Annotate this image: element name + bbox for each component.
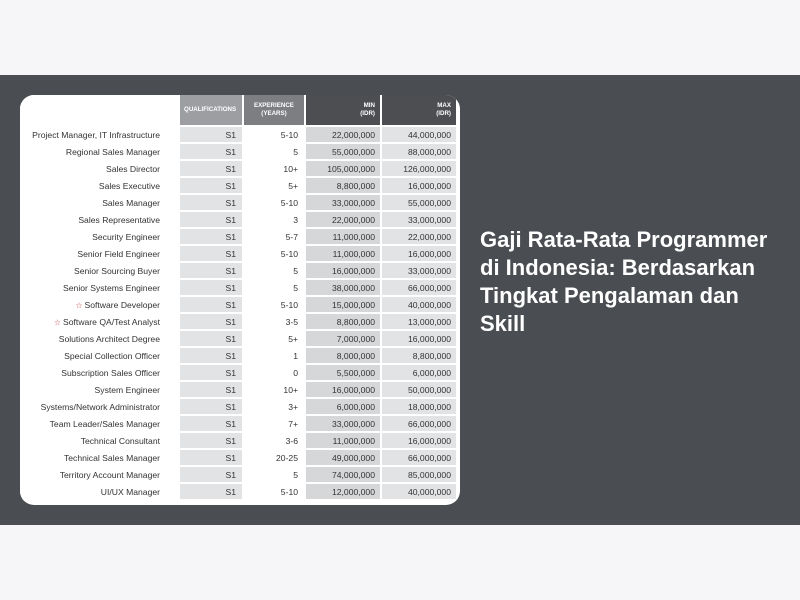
cell-qualification — [180, 229, 242, 246]
cell-experience-text: 5-7 — [285, 231, 298, 242]
cell-qualification-text: S1 — [225, 146, 236, 157]
cell-min-salary — [304, 399, 380, 416]
header-qualifications: QUALIFICATIONS — [180, 95, 242, 127]
cell-qualification-text: S1 — [225, 316, 236, 327]
cell-job-title-text: Solutions Architect Degree — [58, 333, 160, 344]
cell-experience-text: 3+ — [288, 401, 298, 412]
cell-experience-text: 5 — [293, 265, 298, 276]
cell-max-salary — [380, 467, 456, 484]
cell-qualification-text: S1 — [225, 248, 236, 259]
cell-qualification-text: S1 — [225, 231, 236, 242]
cell-experience — [242, 246, 304, 263]
table-row — [20, 178, 456, 195]
table-row — [20, 161, 456, 178]
cell-job-title — [20, 195, 180, 212]
cell-qualification-text: S1 — [225, 401, 236, 412]
cell-job-title — [20, 433, 180, 450]
table-row — [20, 416, 456, 433]
cell-min-salary-text: 11,000,000 — [332, 231, 375, 242]
cell-qualification — [180, 212, 242, 229]
table-row — [20, 280, 456, 297]
cell-experience — [242, 263, 304, 280]
cell-min-salary-text: 33,000,000 — [331, 197, 375, 208]
cell-min-salary — [304, 365, 380, 382]
cell-job-title-text: Sales Representative — [78, 214, 160, 225]
cell-min-salary-text: 16,000,000 — [331, 384, 375, 395]
cell-qualification-text: S1 — [225, 486, 236, 497]
cell-experience — [242, 467, 304, 484]
cell-qualification-text: S1 — [225, 282, 236, 293]
cell-max-salary — [380, 229, 456, 246]
cell-min-salary-text: 74,000,000 — [331, 469, 375, 480]
cell-experience — [242, 484, 304, 501]
cell-job-title-text: Senior Field Engineer — [77, 248, 160, 259]
cell-job-title — [20, 484, 180, 501]
cell-experience-text: 5-10 — [280, 486, 298, 497]
cell-experience-text: 5+ — [288, 333, 298, 344]
cell-min-salary — [304, 229, 380, 246]
cell-qualification — [180, 348, 242, 365]
cell-job-title — [20, 416, 180, 433]
cell-experience-text: 5 — [293, 146, 298, 157]
cell-max-salary-text: 22,000,000 — [407, 231, 451, 242]
cell-min-salary — [304, 484, 380, 501]
cell-max-salary — [380, 212, 456, 229]
cell-max-salary-text: 126,000,000 — [403, 163, 451, 174]
cell-experience — [242, 331, 304, 348]
cell-job-title-text: Special Collection Officer — [64, 350, 160, 361]
cell-max-salary-text: 66,000,000 — [407, 452, 451, 463]
cell-max-salary — [380, 399, 456, 416]
cell-min-salary-text: 49,000,000 — [331, 452, 375, 463]
cell-min-salary-text: 38,000,000 — [331, 282, 375, 293]
cell-max-salary-text: 40,000,000 — [407, 299, 451, 310]
cell-qualification-text: S1 — [225, 197, 236, 208]
cell-experience — [242, 144, 304, 161]
header-max: MAX (IDR) — [380, 95, 456, 127]
cell-experience — [242, 229, 304, 246]
cell-qualification — [180, 127, 242, 144]
cell-qualification-text: S1 — [225, 299, 236, 310]
cell-max-salary-text: 85,000,000 — [407, 469, 451, 480]
cell-min-salary-text: 33,000,000 — [331, 418, 375, 429]
cell-min-salary-text: 15,000,000 — [331, 299, 375, 310]
cell-qualification-text: S1 — [225, 367, 236, 378]
cell-min-salary — [304, 178, 380, 195]
table-row — [20, 212, 456, 229]
cell-max-salary — [380, 314, 456, 331]
cell-qualification-text: S1 — [225, 265, 236, 276]
header-min: MIN (IDR) — [304, 95, 380, 127]
cell-qualification — [180, 416, 242, 433]
cell-experience-text: 5 — [293, 469, 298, 480]
cell-job-title-text: Technical Sales Manager — [63, 452, 160, 463]
cell-min-salary — [304, 246, 380, 263]
cell-experience — [242, 348, 304, 365]
cell-max-salary-text: 33,000,000 — [407, 214, 451, 225]
cell-qualification-text: S1 — [225, 180, 236, 191]
star-icon: ☆ — [53, 317, 62, 327]
cell-max-salary — [380, 246, 456, 263]
table-row — [20, 365, 456, 382]
cell-job-title — [20, 331, 180, 348]
cell-min-salary — [304, 467, 380, 484]
cell-max-salary — [380, 382, 456, 399]
cell-job-title — [20, 450, 180, 467]
cell-min-salary-text: 8,000,000 — [336, 350, 375, 361]
table-row — [20, 246, 456, 263]
cell-min-salary-text: 11,000,000 — [332, 435, 375, 446]
cell-job-title-text: Technical Consultant — [80, 435, 160, 446]
cell-job-title — [20, 280, 180, 297]
cell-min-salary — [304, 450, 380, 467]
cell-job-title-text: Project Manager, IT Infrastructure — [32, 129, 160, 140]
cell-min-salary-text: 55,000,000 — [331, 146, 375, 157]
cell-experience-text: 5-10 — [280, 129, 298, 140]
cell-experience-text: 1 — [293, 350, 298, 361]
cell-experience-text: 0 — [293, 367, 298, 378]
cell-qualification-text: S1 — [225, 418, 236, 429]
cell-max-salary-text: 16,000,000 — [407, 435, 451, 446]
cell-min-salary-text: 105,000,000 — [327, 163, 375, 174]
cell-min-salary — [304, 331, 380, 348]
cell-experience — [242, 416, 304, 433]
cell-min-salary — [304, 433, 380, 450]
cell-qualification-text: S1 — [225, 214, 236, 225]
cell-qualification — [180, 263, 242, 280]
cell-max-salary — [380, 178, 456, 195]
cell-experience — [242, 314, 304, 331]
cell-qualification — [180, 467, 242, 484]
cell-experience — [242, 161, 304, 178]
cell-job-title — [20, 467, 180, 484]
cell-qualification-text: S1 — [225, 435, 236, 446]
cell-experience-text: 5+ — [288, 180, 298, 191]
cell-max-salary-text: 55,000,000 — [407, 197, 451, 208]
cell-experience — [242, 433, 304, 450]
cell-job-title — [20, 348, 180, 365]
cell-qualification-text: S1 — [225, 163, 236, 174]
cell-qualification — [180, 161, 242, 178]
cell-job-title — [20, 178, 180, 195]
cell-experience-text: 3-6 — [285, 435, 298, 446]
table-row — [20, 450, 456, 467]
cell-max-salary — [380, 433, 456, 450]
table-row — [20, 229, 456, 246]
cell-job-title-text: Team Leader/Sales Manager — [49, 418, 160, 429]
cell-experience-text: 7+ — [288, 418, 298, 429]
cell-job-title — [20, 144, 180, 161]
cell-job-title-text: Territory Account Manager — [59, 469, 160, 480]
cell-qualification — [180, 144, 242, 161]
cell-qualification — [180, 178, 242, 195]
cell-min-salary-text: 8,800,000 — [336, 316, 375, 327]
cell-min-salary-text: 8,800,000 — [336, 180, 375, 191]
cell-max-salary-text: 13,000,000 — [407, 316, 451, 327]
cell-min-salary — [304, 416, 380, 433]
cell-max-salary-text: 8,800,000 — [412, 350, 451, 361]
table-row — [20, 297, 456, 314]
cell-job-title-text: Regional Sales Manager — [65, 146, 160, 157]
cell-experience-text: 20-25 — [276, 452, 298, 463]
cell-max-salary-text: 66,000,000 — [407, 418, 451, 429]
cell-max-salary — [380, 144, 456, 161]
cell-max-salary-text: 18,000,000 — [407, 401, 451, 412]
cell-qualification — [180, 484, 242, 501]
cell-qualification-text: S1 — [225, 350, 236, 361]
table-header-row — [20, 95, 456, 127]
cell-job-title-text: Senior Systems Engineer — [63, 282, 160, 293]
cell-job-title — [20, 365, 180, 382]
cell-experience — [242, 127, 304, 144]
cell-experience-text: 5-10 — [280, 299, 298, 310]
cell-experience — [242, 450, 304, 467]
cell-max-salary-text: 16,000,000 — [407, 180, 451, 191]
cell-job-title-text: Sales Director — [106, 163, 160, 174]
cell-experience-text: 5 — [293, 282, 298, 293]
cell-min-salary-text: 16,000,000 — [331, 265, 375, 276]
cell-job-title — [20, 127, 180, 144]
cell-max-salary — [380, 161, 456, 178]
table-row — [20, 382, 456, 399]
cell-experience-text: 5-10 — [280, 197, 298, 208]
cell-min-salary-text: 11,000,000 — [332, 248, 375, 259]
cell-qualification-text: S1 — [225, 129, 236, 140]
cell-max-salary — [380, 280, 456, 297]
cell-experience — [242, 195, 304, 212]
cell-qualification — [180, 331, 242, 348]
cell-max-salary-text: 40,000,000 — [407, 486, 451, 497]
cell-max-salary-text: 16,000,000 — [407, 248, 451, 259]
cell-min-salary — [304, 314, 380, 331]
cell-max-salary-text: 66,000,000 — [407, 282, 451, 293]
cell-job-title-text: Sales Executive — [98, 180, 160, 191]
cell-qualification — [180, 246, 242, 263]
cell-min-salary-text: 22,000,000 — [331, 214, 375, 225]
cell-max-salary — [380, 195, 456, 212]
table-row — [20, 348, 456, 365]
cell-qualification — [180, 314, 242, 331]
cell-job-title — [20, 263, 180, 280]
cell-min-salary-text: 5,500,000 — [336, 367, 375, 378]
cell-job-title — [20, 161, 180, 178]
cell-min-salary — [304, 297, 380, 314]
cell-min-salary-text: 22,000,000 — [331, 129, 375, 140]
cell-max-salary — [380, 450, 456, 467]
cell-job-title — [20, 229, 180, 246]
cell-max-salary-text: 50,000,000 — [407, 384, 451, 395]
table-row — [20, 314, 456, 331]
cell-min-salary — [304, 212, 380, 229]
header-experience: EXPERIENCE (YEARS) — [242, 95, 304, 127]
cell-experience — [242, 178, 304, 195]
cell-max-salary — [380, 297, 456, 314]
cell-experience — [242, 365, 304, 382]
salary-table — [20, 95, 456, 501]
cell-max-salary — [380, 127, 456, 144]
cell-job-title-text: Systems/Network Administrator — [40, 401, 160, 412]
cell-min-salary — [304, 161, 380, 178]
cell-qualification — [180, 297, 242, 314]
cell-max-salary — [380, 348, 456, 365]
cell-max-salary — [380, 331, 456, 348]
cell-min-salary-text: 6,000,000 — [336, 401, 375, 412]
cell-qualification — [180, 450, 242, 467]
cell-experience-text: 10+ — [283, 384, 298, 395]
cell-job-title — [20, 212, 180, 229]
cell-qualification — [180, 433, 242, 450]
cell-qualification-text: S1 — [225, 452, 236, 463]
cell-job-title-text: UI/UX Manager — [100, 486, 160, 497]
header-job-title — [20, 95, 180, 127]
cell-job-title-text: Sales Manager — [102, 197, 160, 208]
cell-job-title-text: Software QA/Test Analyst — [63, 316, 160, 327]
cell-job-title — [20, 399, 180, 416]
cell-job-title — [20, 297, 180, 314]
cell-min-salary — [304, 280, 380, 297]
cell-max-salary-text: 33,000,000 — [407, 265, 451, 276]
cell-min-salary — [304, 144, 380, 161]
table-row — [20, 195, 456, 212]
cell-min-salary — [304, 382, 380, 399]
cell-qualification — [180, 399, 242, 416]
cell-experience-text: 10+ — [283, 163, 298, 174]
cell-qualification — [180, 382, 242, 399]
cell-job-title-text: System Engineer — [94, 384, 160, 395]
table-row — [20, 144, 456, 161]
cell-experience-text: 3 — [293, 214, 298, 225]
cell-qualification — [180, 195, 242, 212]
cell-qualification — [180, 365, 242, 382]
cell-max-salary — [380, 263, 456, 280]
star-icon: ☆ — [75, 300, 83, 310]
cell-min-salary — [304, 195, 380, 212]
cell-max-salary-text: 88,000,000 — [407, 146, 451, 157]
cell-experience-text: 3-5 — [285, 316, 298, 327]
cell-qualification-text: S1 — [225, 469, 236, 480]
cell-min-salary — [304, 127, 380, 144]
cell-job-title-text: Senior Sourcing Buyer — [74, 265, 160, 276]
cell-qualification-text: S1 — [225, 333, 236, 344]
table-row — [20, 127, 456, 144]
table-row — [20, 263, 456, 280]
cell-experience — [242, 399, 304, 416]
cell-experience — [242, 382, 304, 399]
cell-job-title — [20, 382, 180, 399]
cell-max-salary — [380, 365, 456, 382]
table-row — [20, 467, 456, 484]
cell-max-salary — [380, 484, 456, 501]
table-row — [20, 433, 456, 450]
table-row — [20, 484, 456, 501]
cell-max-salary-text: 6,000,000 — [412, 367, 451, 378]
cell-max-salary-text: 16,000,000 — [407, 333, 451, 344]
cell-job-title — [20, 314, 180, 331]
cell-experience — [242, 280, 304, 297]
cell-job-title-text: Software Developer — [84, 299, 160, 310]
cell-job-title-text: Security Engineer — [92, 231, 160, 242]
cell-job-title — [20, 246, 180, 263]
cell-experience — [242, 297, 304, 314]
table-row — [20, 331, 456, 348]
cell-min-salary — [304, 263, 380, 280]
cell-max-salary-text: 44,000,000 — [407, 129, 451, 140]
cell-experience-text: 5-10 — [280, 248, 298, 259]
cell-qualification-text: S1 — [225, 384, 236, 395]
cell-max-salary — [380, 416, 456, 433]
cell-qualification — [180, 280, 242, 297]
table-row — [20, 399, 456, 416]
cell-min-salary-text: 12,000,000 — [331, 486, 375, 497]
cell-job-title-text: Subscription Sales Officer — [61, 367, 160, 378]
salary-table-image — [20, 95, 460, 505]
cell-min-salary — [304, 348, 380, 365]
cell-min-salary-text: 7,000,000 — [336, 333, 375, 344]
cell-experience — [242, 212, 304, 229]
article-headline[interactable]: Gaji Rata-Rata Programmer di Indonesia: Berdasarkan Tingkat Pengalaman dan Skill — [480, 227, 768, 336]
